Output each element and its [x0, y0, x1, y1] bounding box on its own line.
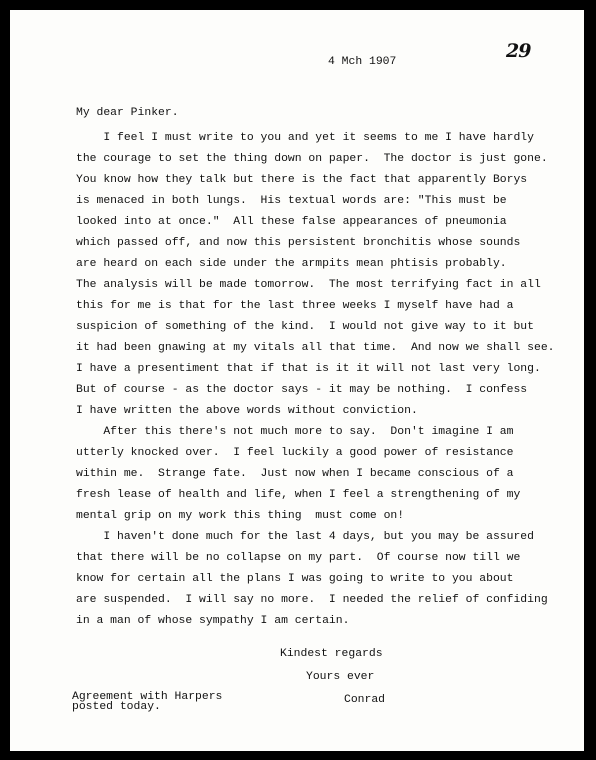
closing-yours: Yours ever [306, 671, 375, 683]
body-line: know for certain all the plans I was going to write to you about [76, 573, 514, 585]
body-line: After this there's not much more to say. Don't imagine I am [76, 426, 514, 438]
letter-date: 4 Mch 1907 [328, 56, 397, 68]
body-line: the courage to set the thing down on paper. The doctor is just gone. [76, 153, 548, 165]
body-line: looked into at once." All these false appearances of pneumonia [76, 216, 507, 228]
body-line: I feel I must write to you and yet it seems to me I have hardly [76, 132, 534, 144]
body-line: this for me is that for the last three weeks I myself have had a [76, 300, 514, 312]
body-line: I haven't done much for the last 4 days, but you may be assured [76, 531, 534, 543]
body-line: is menaced in both lungs. His textual words are: "This must be [76, 195, 507, 207]
body-line: mental grip on my work this thing must come on! [76, 510, 405, 522]
postscript-line-2: posted today. [72, 701, 161, 713]
body-line: But of course - as the doctor says - it may be nothing. I confess [76, 384, 528, 396]
body-line: are heard on each side under the armpits mean phtisis probably. [76, 258, 507, 270]
closing-regards: Kindest regards [280, 648, 383, 660]
body-line: I have written the above words without conviction. [76, 405, 418, 417]
body-line: within me. Strange fate. Just now when I became conscious of a [76, 468, 514, 480]
body-line: are suspended. I will say no more. I needed the relief of confiding [76, 594, 548, 606]
salutation: My dear Pinker. [76, 107, 179, 119]
folio-number: 29 [506, 40, 531, 62]
letter-page [10, 10, 584, 751]
body-line: utterly knocked over. I feel luckily a good power of resistance [76, 447, 514, 459]
body-line: it had been gnawing at my vitals all that time. And now we shall see. [76, 342, 555, 354]
body-line: fresh lease of health and life, when I feel a strengthening of my [76, 489, 521, 501]
body-line: in a man of whose sympathy I am certain. [76, 615, 350, 627]
body-line: which passed off, and now this persistent bronchitis whose sounds [76, 237, 521, 249]
postscript-line-1: Agreement with Harpers [72, 691, 223, 703]
signature: Conrad [344, 694, 386, 706]
body-line: I have a presentiment that if that is it it will not last very long. [76, 363, 541, 375]
body-line: that there will be no collapse on my part. Of course now till we [76, 552, 521, 564]
body-line: suspicion of something of the kind. I would not give way to it but [76, 321, 534, 333]
body-line: The analysis will be made tomorrow. The most terrifying fact in all [76, 279, 541, 291]
body-line: You know how they talk but there is the fact that apparently Borys [76, 174, 528, 186]
